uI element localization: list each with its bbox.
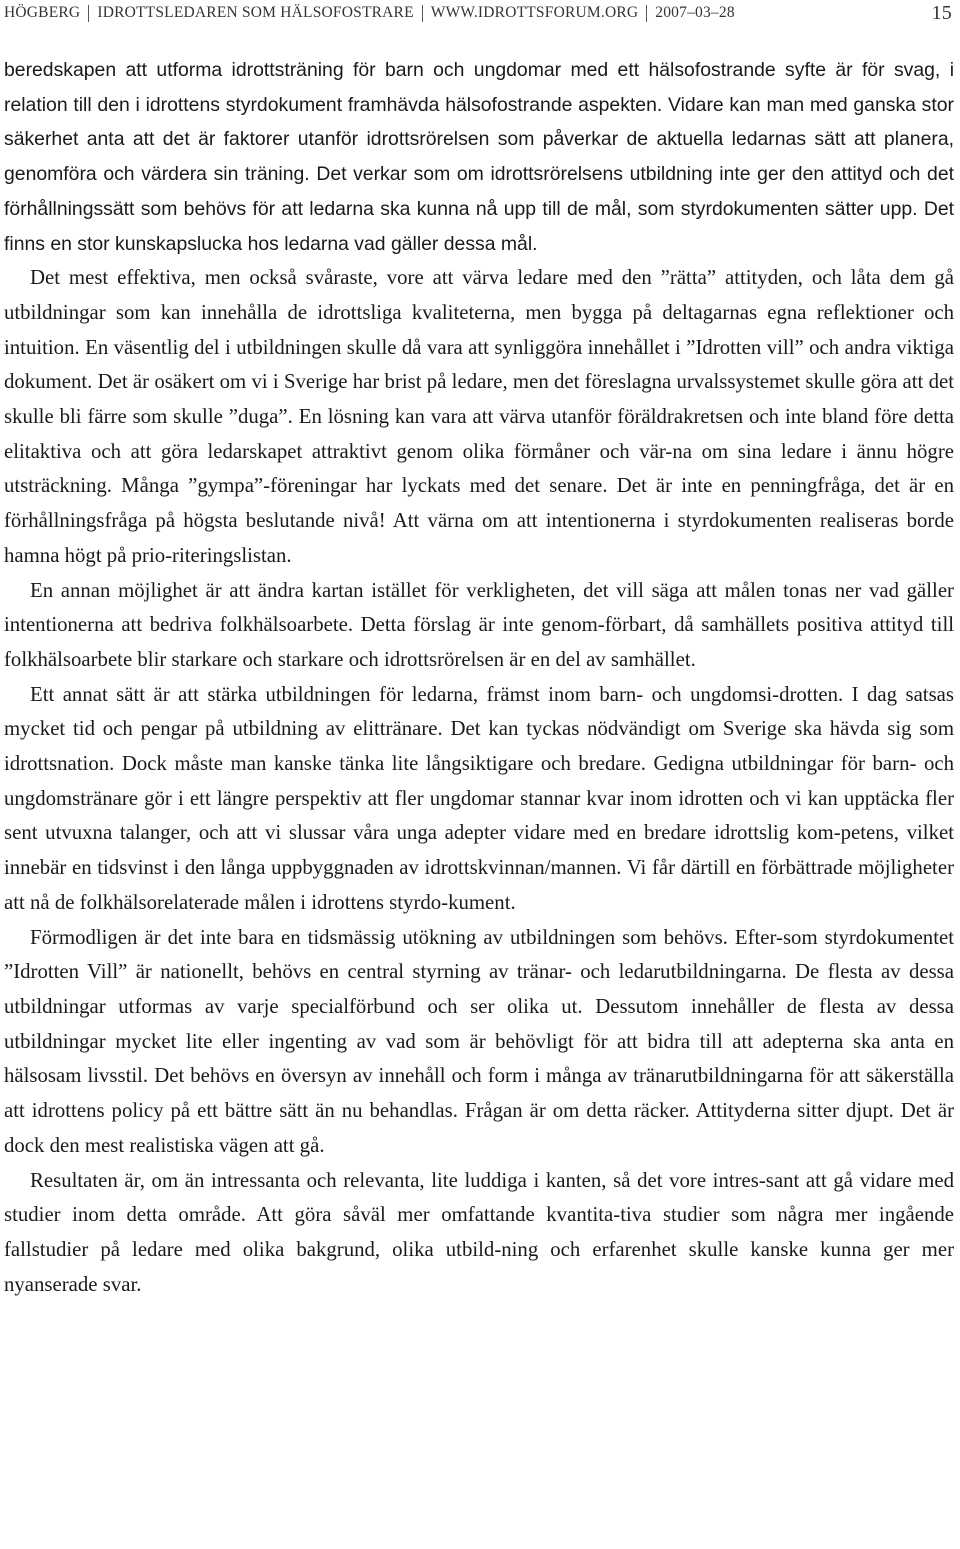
header-website: WWW.IDROTTSFORUM.ORG xyxy=(430,4,639,21)
paragraph: Resultaten är, om än intressanta och relevanta, lite luddiga i kanten, så det vore intres-sant att gå vidare med studier inom detta område. Att göra såväl mer omfattande kvantita-tiva studier som några mer ingående fallstudier på ledare med olika bakgrund, olika utbild-ning och erfarenhet skulle kanske kunna ger mer nyanserade svar. xyxy=(4,1168,954,1296)
header-date: 2007–03–28 xyxy=(655,4,735,21)
running-header xyxy=(4,0,952,26)
paragraph: Det mest effektiva, men också svåraste, vore att värva ledare med den ”rätta” attityden, och låta dem gå utbildningar som kan innehålla de idrottsliga kvaliteterna, men bygga på deltagarnas egna reflektioner och intuition. En väsentlig del i utbildningen skulle då vara att synliggöra innehållet i ”Idrotten vill” och andra viktiga dokument. Det är osäkert om vi i Sverige har brist på ledare, men det föreslagna urvalssystemet skulle göra att det skulle bli färre som skulle ”duga”. En lösning kan vara att värva utanför föräldrakretsen och inte bland före detta elitaktiva och att göra ledarskapet attraktivt genom olika förmåner och vär-na om sina ledare i ännu högre utsträckning. Många ”gympa”-föreningar har lyckats med det senare. Det är inte en penningfråga, det är en förhållningsfråga på högsta beslutande nivå! Att värna om att intentionerna i styrdokumenten realiseras borde hamna högt på prio-riteringslistan. xyxy=(4,266,954,567)
header-separator xyxy=(646,5,647,22)
paragraph: Ett annat sätt är att stärka utbildningen för ledarna, främst inom barn- och ungdomsi-drotten. I dag satsas mycket tid och pengar på utbildning av elittränare. Det kan tyckas nödvändigt om Sverige ska hävda sig som idrottsnation. Dock måste man kanske tänka lite långsiktigare och bredare. Gedigna utbildningar för barn- och ungdomstränare gör i ett längre perspektiv att fler ungdomar stannar kvar inom idrotten och vi kan upptäcka fler sent utvuxna talanger, och att vi slussar våra unga adepter vidare med en bredare idrottslig kom-petens, vilket innebär en tidsvinst i den långa uppbyggnaden av idrottskvinnan/mannen. Vi får därtill en förbättrade möjligheter att nå de folkhälsorelaterade målen i idrottens styrdo-kument. xyxy=(4,682,954,914)
paragraph-continued: beredskapen att utforma idrottsträning för barn och ungdomar med ett hälsofostrande syfte är för svag, i relation till den i idrottens styrdokument framhävda hälsofostrande aspekten. Vidare kan man med ganska stor säkerhet anta att det är faktorer utanför idrottsrörelsen som påverkar de aktuella ledarnas sätt att planera, genomföra och värdera sin träning. Det verkar som om idrottsrörelsens utbildning inte ger den attityd och det förhållningssätt som behövs för att ledarna ska kunna nå upp till de mål, som styrdokumenten sätter upp. Det finns en stor kunskapslucka hos ledarna vad gäller dessa mål. xyxy=(4,59,954,255)
body-text xyxy=(4,53,954,1302)
paragraph: Förmodligen är det inte bara en tidsmässig utökning av utbildningen som behövs. Efter-som styrdokumentet ”Idrotten Vill” är nationellt, behövs en central styrning av tränar- och ledarutbildningarna. De flesta av dessa utbildningar utformas av varje specialförbund och ser olika ut. Dessutom innehåller de flesta av dessa utbildningar mycket lite eller ingenting av vad som är behövligt för att bidra till att adepterna ska anta en hälsosam livsstil. Det behövs en översyn av innehåll och form i många av tränarutbildningarna för att säkerställa att idrottens policy på ett bättre sätt än nu behandlas. Frågan är om detta räcker. Attityderna sitter djupt. Det är dock den mest realistiska vägen att gå. xyxy=(4,925,954,1157)
header-left xyxy=(4,4,735,22)
header-separator xyxy=(422,5,423,22)
page-number: 15 xyxy=(931,1,952,24)
paragraph: En annan möjlighet är att ändra kartan istället för verkligheten, det vill säga att målen tonas ner vad gäller intentionerna att bedriva folkhälsoarbete. Detta förslag är inte genom-förbart, då samhällets positiva attityd till folkhälsoarbete blir starkare och starkare och idrottsrörelsen är en del av samhället. xyxy=(4,578,954,671)
header-author: HÖGBERG xyxy=(4,4,81,21)
header-separator xyxy=(88,5,89,22)
header-series: IDROTTSLEDAREN SOM HÄLSOFOSTRARE xyxy=(97,4,414,21)
